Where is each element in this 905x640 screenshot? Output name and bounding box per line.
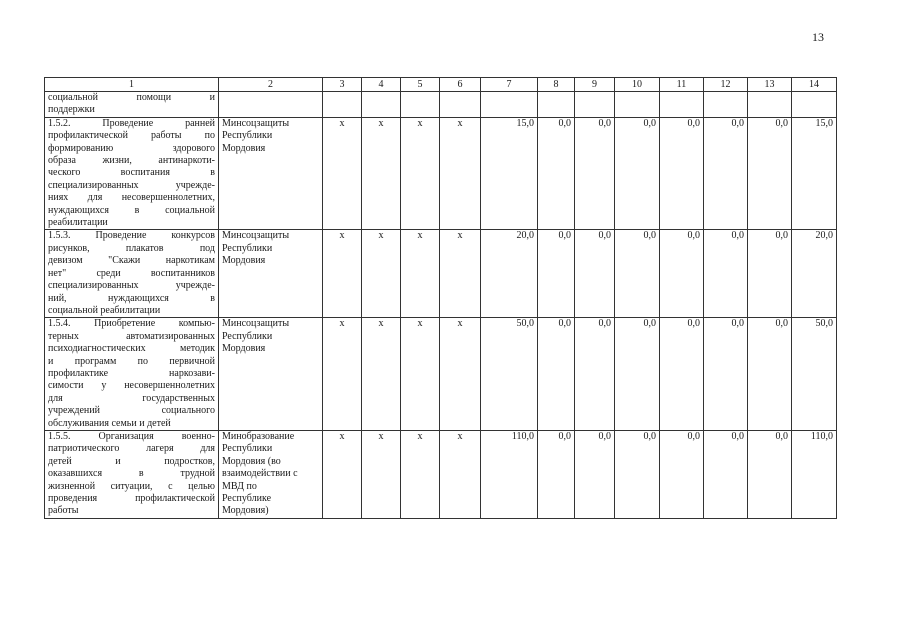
table-row bbox=[45, 318, 837, 431]
organization-line: Мордовия) bbox=[222, 505, 269, 517]
continuation-row bbox=[45, 92, 837, 118]
page-number: 13 bbox=[812, 30, 824, 44]
amount-c11: 0,0 bbox=[660, 230, 704, 318]
amount-c12: 0,0 bbox=[704, 117, 748, 230]
description-line: 1.5.2. Проведение ранней bbox=[48, 117, 215, 129]
description-line: и программ по первичной bbox=[48, 355, 215, 367]
amount-c14: 50,0 bbox=[792, 318, 837, 431]
cell-c3: х bbox=[323, 318, 362, 431]
cell-c4: х bbox=[362, 117, 401, 230]
responsible-organization bbox=[219, 230, 323, 318]
amount-c12: 0,0 bbox=[704, 318, 748, 431]
continuation-line: социальной помощи и bbox=[48, 92, 215, 103]
description-line: обслуживания семьи и детей bbox=[48, 417, 171, 429]
measure-description bbox=[45, 318, 219, 431]
organization-line: МВД по bbox=[222, 480, 257, 492]
amount-c13: 0,0 bbox=[748, 230, 792, 318]
amount-c11: 0,0 bbox=[660, 117, 704, 230]
header-cell: 14 bbox=[792, 78, 837, 92]
organization-line: Республики bbox=[222, 443, 273, 455]
amount-c7: 110,0 bbox=[481, 430, 538, 518]
description-line: симости у несовершеннолетних bbox=[48, 380, 215, 392]
cell-c3: х bbox=[323, 430, 362, 518]
continuation-line: поддержки bbox=[48, 104, 95, 116]
amount-c11: 0,0 bbox=[660, 318, 704, 431]
amount-c9: 0,0 bbox=[575, 117, 615, 230]
description-line: патриотического лагеря для bbox=[48, 443, 215, 455]
header-cell: 6 bbox=[440, 78, 481, 92]
cell-c4: х bbox=[362, 318, 401, 431]
program-table bbox=[44, 77, 837, 519]
description-line: для государственных bbox=[48, 392, 215, 404]
header-cell: 11 bbox=[660, 78, 704, 92]
header-cell: 4 bbox=[362, 78, 401, 92]
amount-c10: 0,0 bbox=[615, 117, 660, 230]
amount-c10: 0,0 bbox=[615, 230, 660, 318]
cell-c6: х bbox=[440, 430, 481, 518]
description-line: детей и подростков, bbox=[48, 455, 215, 467]
description-line: формированию здорового bbox=[48, 142, 215, 154]
description-line: девизом "Скажи наркотикам bbox=[48, 255, 215, 267]
organization-line: Минобразование bbox=[222, 430, 295, 442]
amount-c7: 20,0 bbox=[481, 230, 538, 318]
measure-description bbox=[45, 230, 219, 318]
amount-c8: 0,0 bbox=[538, 318, 575, 431]
amount-c9: 0,0 bbox=[575, 430, 615, 518]
amount-c7: 50,0 bbox=[481, 318, 538, 431]
organization-line: Республике bbox=[222, 493, 272, 504]
description-line: профилактике наркозави- bbox=[48, 367, 215, 379]
amount-c12: 0,0 bbox=[704, 430, 748, 518]
responsible-organization bbox=[219, 117, 323, 230]
description-line: 1.5.3. Проведение конкурсов bbox=[48, 230, 215, 242]
cell-c3: х bbox=[323, 117, 362, 230]
header-row bbox=[45, 78, 837, 92]
organization-line: Минсоцзащиты bbox=[222, 117, 290, 129]
table-row bbox=[45, 430, 837, 518]
amount-c14: 110,0 bbox=[792, 430, 837, 518]
cell-c6: х bbox=[440, 117, 481, 230]
organization-line: Мордовия (во bbox=[222, 455, 281, 467]
description-line: нет" среди воспитанников bbox=[48, 267, 215, 279]
organization-line: Мордовия bbox=[222, 255, 266, 267]
header-cell: 10 bbox=[615, 78, 660, 92]
table-row bbox=[45, 117, 837, 230]
description-line: специализированных учрежде- bbox=[48, 280, 215, 292]
description-line: ческого воспитания в bbox=[48, 167, 215, 179]
organization-line: Мордовия bbox=[222, 343, 266, 355]
amount-c14: 15,0 bbox=[792, 117, 837, 230]
organization-line: взаимодействии с bbox=[222, 468, 298, 480]
header-cell: 5 bbox=[401, 78, 440, 92]
amount-c8: 0,0 bbox=[538, 430, 575, 518]
amount-c13: 0,0 bbox=[748, 117, 792, 230]
organization-line: Республики bbox=[222, 330, 273, 342]
organization-line: Минсоцзащиты bbox=[222, 230, 290, 242]
amount-c12: 0,0 bbox=[704, 230, 748, 318]
amount-c13: 0,0 bbox=[748, 430, 792, 518]
continuation-text bbox=[45, 92, 219, 118]
cell-c5: х bbox=[401, 230, 440, 318]
responsible-organization bbox=[219, 318, 323, 431]
cell-c6: х bbox=[440, 318, 481, 431]
cell-c5: х bbox=[401, 318, 440, 431]
amount-c10: 0,0 bbox=[615, 318, 660, 431]
description-line: нуждающихся в социальной bbox=[48, 204, 215, 216]
description-line: терных автоматизированных bbox=[48, 330, 215, 342]
organization-line: Минсоцзащиты bbox=[222, 318, 290, 330]
header-cell: 1 bbox=[45, 78, 219, 92]
description-line: социальной реабилитации bbox=[48, 304, 161, 316]
cell-c5: х bbox=[401, 430, 440, 518]
description-line: образа жизни, антинаркоти- bbox=[48, 155, 215, 167]
header-cell: 12 bbox=[704, 78, 748, 92]
cell-c4: х bbox=[362, 430, 401, 518]
table-row bbox=[45, 230, 837, 318]
description-line: ниях для несовершеннолетних, bbox=[48, 192, 215, 204]
amount-c8: 0,0 bbox=[538, 230, 575, 318]
cell-c3: х bbox=[323, 230, 362, 318]
amount-c8: 0,0 bbox=[538, 117, 575, 230]
responsible-organization bbox=[219, 430, 323, 518]
description-line: 1.5.4. Приобретение компью- bbox=[48, 318, 215, 330]
amount-c14: 20,0 bbox=[792, 230, 837, 318]
description-line: реабилитации bbox=[48, 217, 108, 229]
amount-c9: 0,0 bbox=[575, 318, 615, 431]
header-cell: 7 bbox=[481, 78, 538, 92]
organization-line: Республики bbox=[222, 130, 273, 142]
amount-c11: 0,0 bbox=[660, 430, 704, 518]
description-line: учреждений социального bbox=[48, 405, 215, 417]
measure-description bbox=[45, 117, 219, 230]
amount-c10: 0,0 bbox=[615, 430, 660, 518]
description-line: профилактической работы по bbox=[48, 130, 215, 142]
header-cell: 9 bbox=[575, 78, 615, 92]
description-line: работы bbox=[48, 505, 79, 517]
header-cell: 2 bbox=[219, 78, 323, 92]
description-line: 1.5.5. Организация военно- bbox=[48, 430, 215, 442]
description-line: психодиагностических методик bbox=[48, 343, 215, 355]
cell-c6: х bbox=[440, 230, 481, 318]
description-line: жизненной ситуации, с целью bbox=[48, 480, 215, 492]
description-line: рисунков, плакатов под bbox=[48, 242, 215, 254]
amount-c13: 0,0 bbox=[748, 318, 792, 431]
description-line: проведения профилактической bbox=[48, 493, 215, 504]
header-cell: 8 bbox=[538, 78, 575, 92]
header-cell: 13 bbox=[748, 78, 792, 92]
header-cell: 3 bbox=[323, 78, 362, 92]
cell-c5: х bbox=[401, 117, 440, 230]
cell-c4: х bbox=[362, 230, 401, 318]
amount-c9: 0,0 bbox=[575, 230, 615, 318]
description-line: ний, нуждающихся в bbox=[48, 292, 215, 304]
description-line: оказавшихся в трудной bbox=[48, 468, 215, 480]
description-line: специализированных учрежде- bbox=[48, 179, 215, 191]
measure-description bbox=[45, 430, 219, 518]
organization-line: Республики bbox=[222, 242, 273, 254]
amount-c7: 15,0 bbox=[481, 117, 538, 230]
organization-line: Мордовия bbox=[222, 142, 266, 154]
